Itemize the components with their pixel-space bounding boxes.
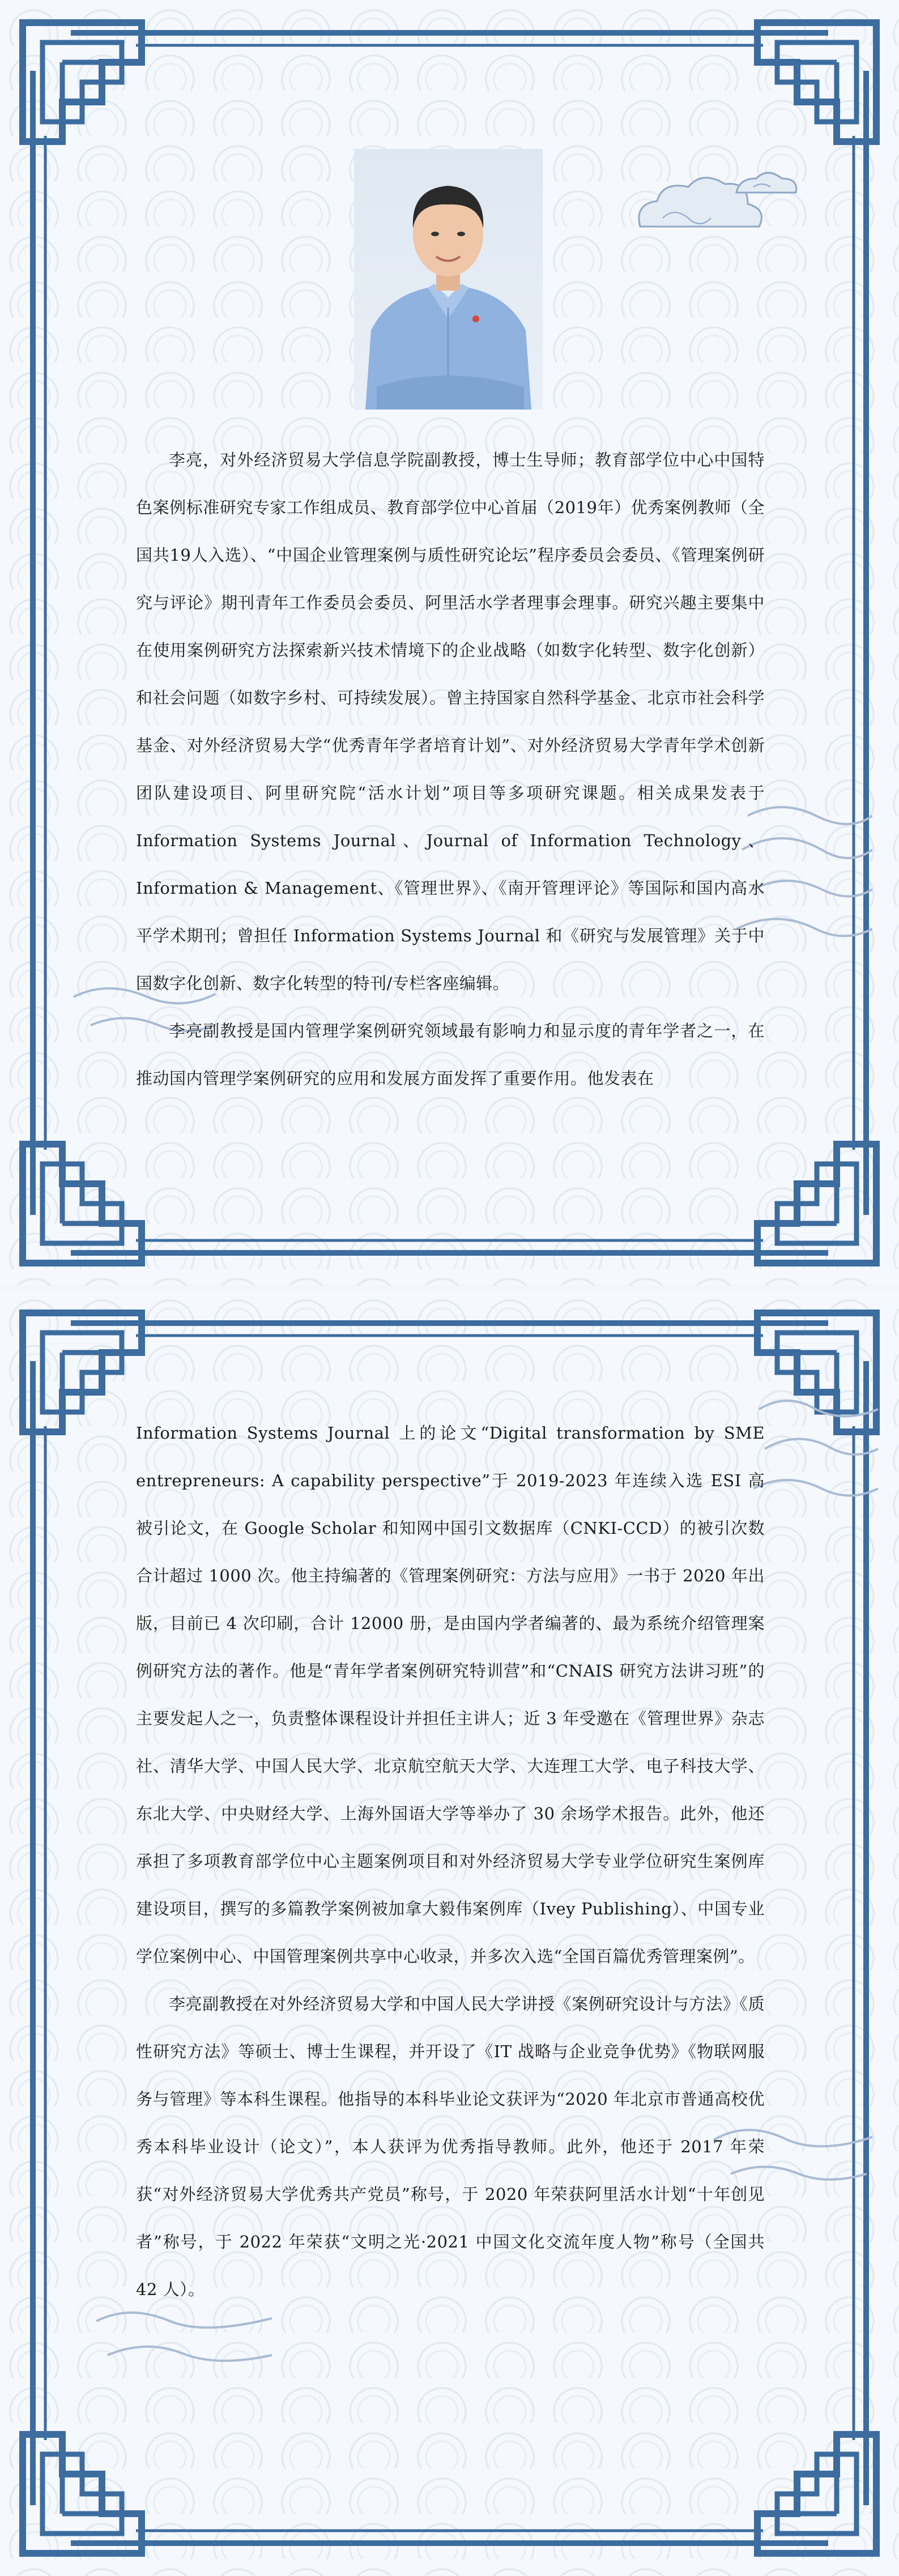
person-silhouette-icon — [354, 149, 543, 410]
cloud-decoration-icon — [623, 159, 816, 261]
paragraph: 李亮，对外经济贸易大学信息学院副教授，博士生导师；教育部学位中心中国特色案例标准研究专家工作组成员、教育部学位中心首届（2019年）优秀案例教师（全国共19人入选）、“中国企业管理案例与质性研究论坛”程序委员会委员、《管理案例研究与评论》期刊青年工作委员会委员、阿里活水学者理事会理事。研究兴趣主要集中在使用案例研究方法探索新兴技术情境下的企业战略（如数字化转型、数字化创新）和社会问题（如数字乡村、可持续发展）。曾主持国家自然科学基金、北京市社会科学基金、对外经济贸易大学“优秀青年学者培育计划”、对外经济贸易大学青年学术创新团队建设项目、阿里研究院“活水计划”项目等多项研究课题。相关成果发表于 Information Systems Journal、Journal of Information Technology、Information & Management、《管理世界》、《南开管理评论》等国际和国内高水平学术期刊；曾担任 Information Systems Journal 和《研究与发展管理》关于中国数字化创新、数字化转型的特刊/专栏客座编辑。 — [136, 450, 765, 993]
cloud-decoration-icon — [753, 1387, 884, 1511]
paragraph: 李亮副教授是国内管理学案例研究领域最有影响力和显示度的青年学者之一，在推动国内管理学案例研究的应用和发展方面发挥了重要作用。他发表在 — [136, 1021, 765, 1088]
paragraph: 李亮副教授在对外经济贸易大学和中国人民大学讲授《案例研究设计与方法》《质性研究方法》等硕士、博士生课程，并开设了《IT 战略与企业竞争优势》《物联网服务与管理》等本科生课程。他指导的本科毕业论文获评为“2020 年北京市普通高校优秀本科毕业设计（论文）”，本人获评为优秀指导教师。此外，他还于 2017 年荣获“对外经济贸易大学优秀共产党员”称号，于 2020 年荣获阿里活水计划“十年创见者”称号，于 2022 年荣获“文明之光·2021 中国文化交流年度人物”称号（全国共 42 人）。 — [136, 1994, 765, 2299]
biography-text-part-2 — [136, 1409, 765, 2313]
paragraph: Information Systems Journal 上的论文“Digital transformation by SME entrepreneurs: A capability perspective”于 2019-2023 年连续入选 ESI 高被引论文，在 Google Scholar 和知网中国引文数据库（CNKI-CCD）的被引次数合计超过 1000 次。他主持编著的《管理案例研究：方法与应用》一书于 2020 年出版，目前已 4 次印刷，合计 12000 册，是由国内学者编著的、最为系统介绍管理案例研究方法的著作。他是“青年学者案例研究特训营”和“CNAIS 研究方法讲习班”的主要发起人之一，负责整体课程设计并担任主讲人；近 3 年受邀在《管理世界》杂志社、清华大学、中国人民大学、北京航空航天大学、大连理工大学、电子科技大学、东北大学、中央财经大学、上海外国语大学等举办了 30 余场学术报告。此外，他还承担了多项教育部学位中心主题案例项目和对外经济贸易大学专业学位研究生案例库建设项目，撰写的多篇教学案例被加拿大毅伟案例库（Ivey Publishing）、中国专业学位案例中心、中国管理案例共享中心收录，并多次入选“全国百篇优秀管理案例”。 — [136, 1423, 765, 1966]
biography-text-part-1 — [136, 436, 765, 1102]
page-1 — [0, 0, 899, 1286]
page-2 — [0, 1290, 899, 2576]
portrait-photo — [354, 149, 543, 410]
